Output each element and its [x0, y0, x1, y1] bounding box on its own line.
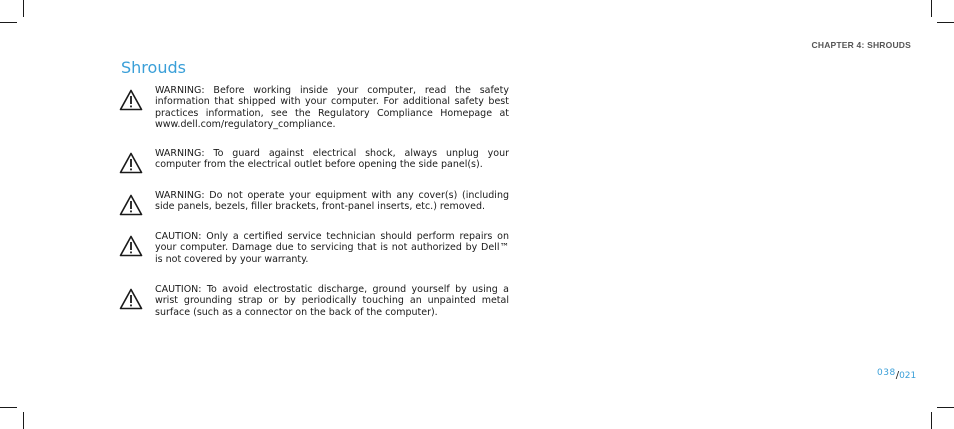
notice-item [119, 85, 509, 130]
warning-triangle-icon [119, 89, 143, 111]
crop-mark [937, 407, 954, 408]
crop-mark [23, 0, 24, 17]
warning-triangle-icon [119, 288, 143, 310]
crop-mark [931, 412, 932, 429]
notice-item [119, 231, 509, 265]
crop-mark [0, 407, 17, 408]
warning-triangle-icon [119, 235, 143, 257]
notice-item [119, 190, 509, 216]
notice-text: CAUTION: Only a certified service technician should perform repairs on your computer. Damage due to servicing that is not authorized by Dell™ is not covered by your warranty. [155, 231, 509, 265]
page-number [877, 370, 916, 381]
notice-text: WARNING: To guard against electrical shock, always unplug your computer from the electrical outlet before opening the side panel(s). [155, 148, 509, 171]
notice-text: WARNING: Do not operate your equipment with any cover(s) (including side panels, bezels, filler brackets, front-panel inserts, etc.) removed. [155, 190, 509, 213]
crop-mark [931, 0, 932, 17]
section-title: Shrouds [121, 58, 186, 77]
page-current: 038 [877, 368, 896, 378]
crop-mark [23, 412, 24, 429]
notice-text: CAUTION: To avoid electrostatic discharge, ground yourself by using a wrist grounding strap or by periodically touching an unpainted metal surface (such as a connector on the back of the computer). [155, 284, 509, 318]
chapter-header: CHAPTER 4: SHROUDS [811, 40, 911, 50]
page-total: 021 [899, 371, 917, 381]
page-separator: / [895, 370, 900, 381]
crop-mark [0, 22, 17, 23]
warning-triangle-icon [119, 152, 143, 174]
crop-mark [937, 22, 954, 23]
notice-item [119, 284, 509, 318]
notice-text: WARNING: Before working inside your computer, read the safety information that shipped with your computer. For additional safety best practices information, see the Regulatory Compliance Homepage at www.dell.com/regulatory_compliance. [155, 85, 509, 130]
warning-triangle-icon [119, 194, 143, 216]
notice-item [119, 148, 509, 174]
